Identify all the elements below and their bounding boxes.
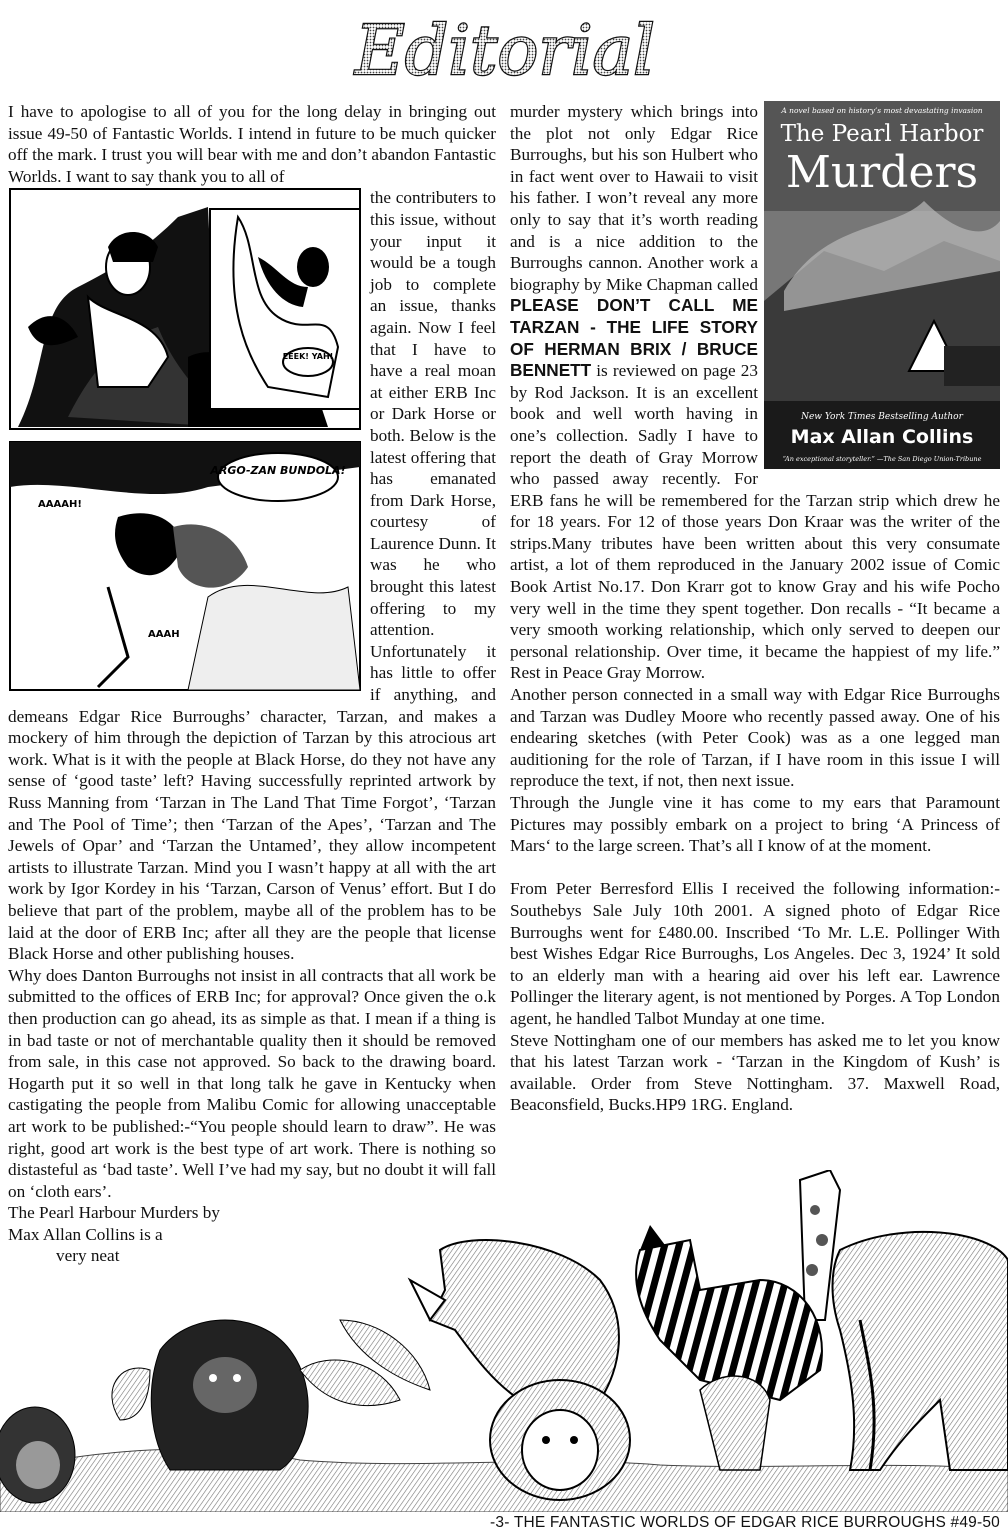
jungle-animals-illustration (0, 1170, 1008, 1512)
right-p1-after-bold: is reviewed on page 23 by Rod Jackson. It is an excellent book and well worth having in one’s collection. Sadly I have to report the death of Gray Morrow who passed away recently. For ERB fans he will be remembered for the Tarzan strip which drew he for 18 years. For 12 of those years Don Kraar was the writer of the strips.Many tributes have been written about this very consumate artist, a lot of them reproduced in the January 2002 issue of Comic Book Artist No.17. Don Krarr got to know Gray and his wife Pocho very well in the time they spent together. Don recalls - “It became a very smooth working relationship, which only served to deepen our personal relationship. Over time, it became the happiest of my life.” Rest in Peace Gray Morrow. (510, 361, 1000, 683)
book-quote: “An exceptional storyteller.” —The San Diego Union-Tribune (782, 455, 982, 463)
book-bestselling-line: New York Times Bestselling Author (801, 412, 963, 422)
elephant-figure (833, 1232, 1008, 1470)
comic-sfx-bottom: AAAH (148, 629, 180, 641)
book-author: Max Allan Collins (790, 426, 974, 448)
left-paragraph-2: Why does Danton Burroughs not insist in all contracts that all work be submitted to the offices of ERB Inc; for approval? Once given the o.k then production can go ahead, its as simple as that. I mean if a thing is in bad taste or not of merchantable quality then it should be removed from sale, in this case not approved. So back to the drawing board. Hogarth put it so well in that long talk he gave in Kentucky when castigating the people from Malibu Comic for allowing unacceptable art work to be published:-“You people should learn to draw”. He was right, good art work is the best type of art work. There is nothing so distasteful as ‘bad taste’. Well I’ve had my say, but no doubt it will fall on ‘cloth ears’. (8, 965, 496, 1201)
book-title-line-2: Murders (785, 147, 979, 198)
leaf-shape (112, 1368, 150, 1420)
book-cover-image (764, 101, 1000, 469)
closing-line-3: very neat (56, 1246, 120, 1266)
paragraph-gap (510, 857, 1000, 879)
rhino-figure (410, 1240, 619, 1400)
right-p1-before-bold: murder mystery which brings into the plot not only Edgar Rice Burroughs, but his son Hulbert who in fact went over to Hawaii to visit his father. I won’t reveal any more only to say that it’s worth reading and is a nice addition to the Burroughs cannon. Another work a biography by Mike Chapman called (510, 102, 758, 294)
chimpanzee-figure (0, 1407, 75, 1503)
right-paragraph-3: Through the Jungle vine it has come to my ears that Paramount Pictures may possibly embark on a project to bring ‘A Princess of Mars‘ to the large screen. That’s all I know of at the moment. (510, 793, 1000, 856)
zebra-figure (636, 1225, 822, 1400)
page-footer: -3- THE FANTASTIC WORLDS OF EDGAR RICE BURROUGHS #49-50 (490, 1514, 1000, 1531)
book-tagline: A novel based on history’s most devastating invasion (781, 106, 983, 115)
right-p1-bold-title: PLEASE DON’T CALL ME TARZAN - THE LIFE STORY OF HERMAN BRIX / BRUCE BENNETT (510, 295, 758, 381)
deer-figure (700, 1376, 770, 1470)
comic-balloon-small: EEEK! YAH! (282, 352, 334, 362)
book-title-line-1: The Pearl Harbor (780, 121, 984, 147)
left-column (8, 101, 496, 1267)
editorial-masthead (330, 8, 680, 98)
right-paragraph-4: From Peter Berresford Ellis I received the following information:-Southebys Sale July 10th 2001. A signed photo of Edgar Rice Burroughs went for £480.00. Inscribed ‘To Mr. L.E. Pollinger With best Wishes Edgar Rice Burroughs, Los Angeles. Dec 3, 1924’ It sold to an elderly man with a hearing aid over his left ear. Lawrence Pollinger the literary agent, is not mentioned by Porges. A Top London agent, he handled Talbot Munday at one time. (510, 879, 1000, 1028)
lion-figure (490, 1380, 630, 1500)
dark-horse-comic-panel (8, 187, 364, 692)
comic-sfx-left: AAAAH! (38, 499, 82, 511)
left-wrap-paragraph: the contributers to this issue, without your input it would be a tough job to complete an issue, thanks again. Now I feel that I have to have a real moan at either ERB Inc or Dark Horse or both. Below is the latest offering that has emanated from Dark Horse, courtesy of Laurence Dunn. It was he who brought this latest offering to my attention. Unfortunately it has little to offer if anything, and demeans Edgar Rice Burroughs’ character, Tarzan, and makes a mockery of him through the depiction of Tarzan by this atrocious art work. What is it with the people at Black Horse, do they not have any sense of ‘good taste’ left? Having successfully reprinted artwork by Russ Manning from ‘Tarzan in The Land That Time Forgot’, ‘Tarzan and The Pool of Time’; then ‘Tarzan of the Apes’, ‘Tarzan and The Jewels of Opar’ and ‘Tarzan the Untamed’, they allow incompetent artists to illustrate Tarzan. Mind you I wasn’t happy at all with the art work by Igor Kordey in his ‘Tarzan, Carson of Venus’ effort. But I do believe that part of the problem, maybe all of the problem has to be laid at the door of ERB Inc; after all they are the people that license Black Horse and other publishing houses. (8, 188, 496, 964)
right-paragraph-2: Another person connected in a small way with Edgar Rice Burroughs and Tarzan was Dudley Moore who recently passed away. One of his endearing sketches (with Peter Cook) was as a one legged man auditioning for the role of Tarzan, if I have room in this issue I will reproduce the text, if not, then next issue. (510, 685, 1000, 791)
comic-balloon-large: ARGO-ZAN BUNDOLA! (210, 464, 346, 478)
right-paragraph-5: Steve Nottingham one of our members has asked me to let you know that his latest Tarzan work - ‘Tarzan in the Kingdom of Kush’ is available. Order from Steve Nottingham. 37. Maxwell Road, Beaconsfield, Bucks.HP9 1RG. England. (510, 1030, 1000, 1115)
closing-line-2: Max Allan Collins is a (8, 1224, 163, 1244)
editorial-logo (330, 8, 680, 98)
closing-line-1: The Pearl Harbour Murders by (8, 1203, 220, 1223)
intro-paragraph: I have to apologise to all of you for the long delay in bringing out issue 49-50 of Fantastic Worlds. I intend in future to be much quicker off the mark. I trust you will bear with me and don’t abandon Fantastic Worlds. I want to say thank you to all of (8, 102, 496, 186)
gorilla-figure (151, 1320, 308, 1470)
right-column (510, 101, 1000, 1116)
editorial-title: Editorial (355, 12, 655, 91)
